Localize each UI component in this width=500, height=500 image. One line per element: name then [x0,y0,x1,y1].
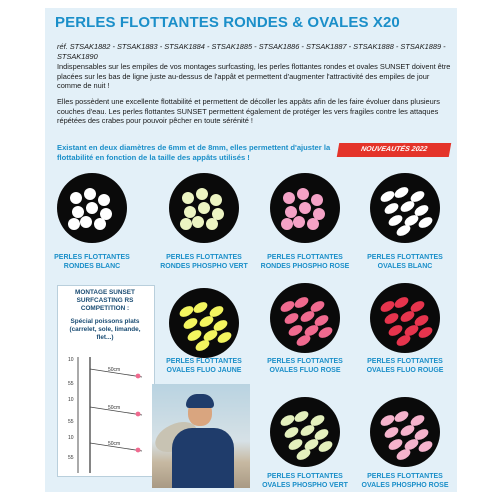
product-image-circle [270,397,340,467]
round-bead [80,216,92,228]
oval-bead [392,184,409,199]
oval-bead [416,324,433,339]
rig-dimension-label: 55 [68,455,74,461]
product-label: PERLES FLOTTANTES OVALES FLUO ROUGE [366,358,444,374]
oval-bead [392,408,409,423]
product-label: PERLES FLOTTANTES OVALES FLUO ROSE [267,358,343,374]
round-bead [293,216,305,228]
product-image-circle [270,173,340,243]
description-paragraph-2: Elles possèdent une excellente flottabilité et permettent de décoller les appâts afin de les faire évoluer dans plusieurs couches d'eau. Les perles flottantes SUNSET permettent également de protéger les vers fragiles contre les attaques répétées des crabes pour pouvoir pêcher en toute sérénité ! [57,97,440,126]
rig-bead [136,412,141,417]
round-bead [70,192,82,204]
product-image-circle [169,288,239,358]
round-bead [196,188,208,200]
product-label: PERLES FLOTTANTES RONDES PHOSPHO VERT [160,254,248,270]
oval-bead [382,200,399,215]
round-bead [86,202,98,214]
rig-dimension-label: 10 [68,357,74,363]
angler-body [172,428,234,488]
product-label: PERLES FLOTTANTES OVALES BLANC [367,254,443,270]
oval-bead [278,298,295,313]
highlight-text: Existant en deux diamètres de 6mm et de 8mm, elles permettent d'ajuster la flottabilité en fonction de la taille des appâts utilisés ! [57,143,331,162]
oval-bead [382,310,399,325]
description-paragraph-1: Indispensables sur les empiles de vos montages surfcasting, les perles flottantes rondes et ovales SUNSET doivent être placées sur les bas de ligne juste au-dessus de l'appât et permettent d'augmenter l'attractivité des empiles de jour comme de nuit ! [57,62,451,91]
oval-bead [378,412,395,427]
oval-bead [398,308,415,323]
montage-title: MONTAGE SUNSET SURFCASTING RS COMPETITION : [75,289,135,312]
snood-length-label: 50cm [108,367,121,373]
rig-dimension-label: 55 [68,381,74,387]
round-bead [180,218,192,230]
oval-bead [197,313,214,328]
round-bead [299,202,311,214]
oval-bead [316,438,333,453]
oval-bead [292,294,309,309]
snood-length-label: 50cm [108,405,121,411]
product-label: PERLES FLOTTANTES OVALES PHOSPHO ROSE [361,473,449,489]
oval-bead [191,299,208,314]
page-title: PERLES FLOTTANTES RONDES & OVALES X20 [55,14,400,31]
product-image-circle [57,173,127,243]
round-bead [192,216,204,228]
product-label: PERLES FLOTTANTES RONDES BLANC [54,254,130,270]
oval-bead [282,424,299,439]
round-bead [283,192,295,204]
oval-bead [215,329,232,344]
montage-subtitle: Spécial poissons plats (carrelet, sole, limande, flet...) [69,318,141,341]
oval-bead [398,422,415,437]
round-bead [307,218,319,230]
angler-photo [152,384,250,488]
product-label: PERLES FLOTTANTES RONDES PHOSPHO ROSE [260,254,350,270]
round-bead [281,218,293,230]
oval-bead [398,198,415,213]
montage-rig-diagram [60,355,150,475]
oval-bead [416,214,433,229]
rig-bead [136,374,141,379]
angler-beanie [186,394,214,408]
round-bead [182,192,194,204]
snood-length-label: 50cm [108,441,121,447]
oval-bead [298,422,315,437]
oval-bead [292,408,309,423]
product-image-circle [370,173,440,243]
round-bead [84,188,96,200]
product-image-circle [270,283,340,353]
product-references: réf. STSAK1882 - STSAK1883 - STSAK1884 - STSAK1885 - STSAK1886 - STSAK1887 - STSAK1888 - STSAK1889 - STSAK1890 [57,42,446,61]
product-image-circle [370,283,440,353]
round-bead [210,194,222,206]
rig-bead [136,448,141,453]
round-bead [94,218,106,230]
oval-bead [316,324,333,339]
round-bead [311,194,323,206]
oval-bead [181,315,198,330]
product-label: PERLES FLOTTANTES OVALES FLUO JAUNE [166,358,242,374]
oval-bead [382,424,399,439]
round-bead [206,218,218,230]
oval-bead [416,438,433,453]
oval-bead [278,412,295,427]
oval-bead [298,308,315,323]
product-label: PERLES FLOTTANTES OVALES PHOSPHO VERT [262,473,348,489]
oval-bead [282,310,299,325]
rig-dimension-label: 10 [68,397,74,403]
product-image-circle [169,173,239,243]
round-bead [297,188,309,200]
product-image-circle [370,397,440,467]
round-bead [198,202,210,214]
round-bead [98,194,110,206]
oval-bead [392,294,409,309]
oval-bead [378,298,395,313]
rig-dimension-label: 55 [68,419,74,425]
oval-bead [177,303,194,318]
new-2022-badge: NOUVEAUTÉS 2022 [337,143,451,157]
rig-dimension-label: 10 [68,435,74,441]
round-bead [68,218,80,230]
oval-bead [378,188,395,203]
